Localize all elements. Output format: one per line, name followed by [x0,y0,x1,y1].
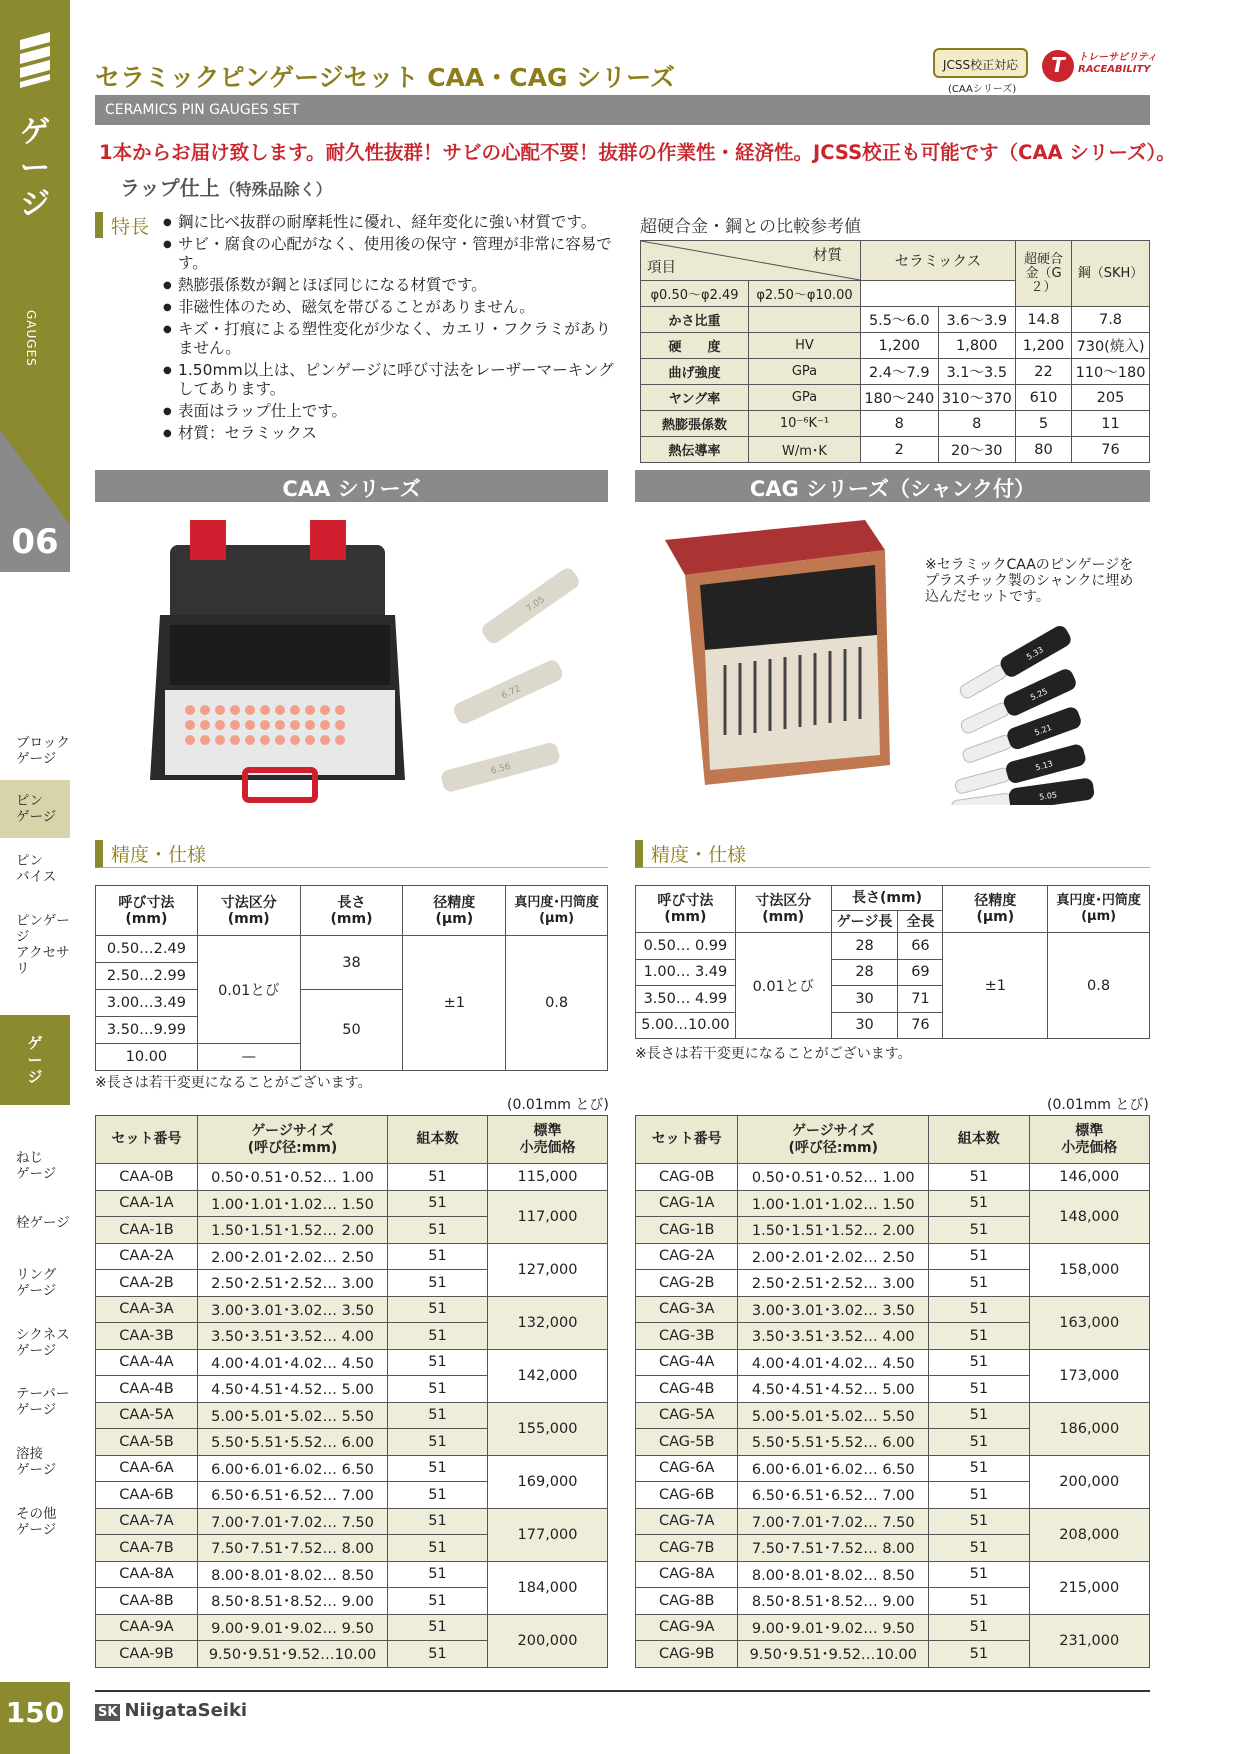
table-row: CAG-5A 5.00･5.01･5.02… 5.50 51 186,000 [636,1402,1150,1429]
price-cell: 173,000 [1029,1349,1149,1402]
svg-text:5.13: 5.13 [1034,759,1054,773]
price-cell: 115,000 [488,1164,608,1191]
sidebar-item-pin-vise[interactable]: ピン バイス [16,853,57,885]
sidebar-item-pin-accessory[interactable]: ピンゲージ アクセサリ [16,913,70,977]
cag-spec-table: 呼び寸法 (mm) 寸法区分 (mm) 長さ(mm) 径精度 (μm) 真円度･円筒度 (μm) ゲージ長 全長 0.50… 0.99 0.01とび 28 66 ±1 0.8 1.00… 3.49 28 69 3.50… 4.99 30 71 5.00…10.00 30 76 [635,885,1150,1039]
table-row: CAA-6B 6.50･6.51･6.52… 7.00 51 [96,1482,608,1509]
comparison-row: 熱伝導率 W/m･K 2 20〜30 80 76 [641,437,1150,463]
cag-spec-heading: 精度・仕様 [635,840,1150,868]
jcss-badge: JCSS校正対応 [933,48,1028,78]
table-row: CAG-7A 7.00･7.01･7.02… 7.50 51 208,000 [636,1508,1150,1535]
table-row: CAA-2A 2.00･2.01･2.02… 2.50 51 127,000 [96,1243,608,1270]
sidebar-item-ring-gauge[interactable]: リング ゲージ [16,1267,57,1299]
niigata-seiki-logo: SK NiigataSeiki [95,1700,247,1721]
price-cell: 177,000 [488,1508,608,1561]
price-cell: 146,000 [1029,1164,1149,1191]
price-cell: 127,000 [488,1243,608,1296]
table-row: CAA-8B 8.50･8.51･8.52… 9.00 51 [96,1588,608,1615]
price-cell: 155,000 [488,1402,608,1455]
comparison-row: かさ比重 5.5〜6.0 3.6〜3.9 14.8 7.8 [641,307,1150,333]
table-row: CAG-1B 1.50･1.51･1.52… 2.00 51 [636,1217,1150,1244]
table-row: CAG-5B 5.50･5.51･5.52… 6.00 51 [636,1429,1150,1456]
price-cell: 142,000 [488,1349,608,1402]
table-row: CAA-5B 5.50･5.51･5.52… 6.00 51 [96,1429,608,1456]
chapter-number: 06 [11,522,59,562]
sidebar-item-weld-gauge[interactable]: 溶接 ゲージ [16,1446,57,1478]
svg-text:5.05: 5.05 [1038,790,1058,802]
chapter-tab-corner [0,430,70,525]
sidebar-item-plug-gauge[interactable]: 栓ゲージ [16,1215,70,1231]
price-cell: 231,000 [1029,1614,1149,1667]
table-row: CAG-1A 1.00･1.01･1.02… 1.50 51 148,000 [636,1190,1150,1217]
features-list [163,213,623,446]
table-row: CAG-4B 4.50･4.51･4.52… 5.00 51 [636,1376,1150,1403]
table-row: CAG-3B 3.50･3.51･3.52… 4.00 51 [636,1323,1150,1350]
sidebar-item-other-gauge[interactable]: その他 ゲージ [16,1506,57,1538]
table-row: CAA-6A 6.00･6.01･6.02… 6.50 51 169,000 [96,1455,608,1482]
comparison-row: 曲げ強度 GPa 2.4〜7.9 3.1〜3.5 22 110〜180 [641,359,1150,385]
sidebar-item-thread-gauge[interactable]: ねじ ゲージ [16,1150,57,1182]
price-cell: 200,000 [488,1614,608,1667]
table-row: CAA-7B 7.50･7.51･7.52… 8.00 51 [96,1535,608,1562]
table-row: CAA-3B 3.50･3.51･3.52… 4.00 51 [96,1323,608,1350]
feature-item: ● 表面はラップ仕上です。 [163,402,623,421]
feature-item: ● 非磁性体のため、磁気を帯びることがありません。 [163,298,623,317]
table-row: CAA-5A 5.00･5.01･5.02… 5.50 51 155,000 [96,1402,608,1429]
cag-length-note: ※長さは若干変更になることがございます。 [635,1046,912,1062]
gauge-blocks-icon [16,32,54,88]
table-row: CAA-4A 4.00･4.01･4.02… 4.50 51 142,000 [96,1349,608,1376]
table-row: CAG-2A 2.00･2.01･2.02… 2.50 51 158,000 [636,1243,1150,1270]
table-row: CAG-7B 7.50･7.51･7.52… 8.00 51 [636,1535,1150,1562]
feature-item: ● 熱膨張係数が鋼とほぼ同じになる材質です。 [163,276,623,295]
comparison-title: 超硬合金・鋼との比較参考値 [640,217,861,237]
table-row: CAG-6B 6.50･6.51･6.52… 7.00 51 [636,1482,1150,1509]
cag-note: ※セラミックCAAのピンゲージをプラスチック製のシャンクに埋め込んだセットです。 [925,557,1134,605]
table-row: CAA-4B 4.50･4.51･4.52… 5.00 51 [96,1376,608,1403]
page-number: 150 [0,1682,70,1754]
table-row: CAA-7A 7.00･7.01･7.02… 7.50 51 177,000 [96,1508,608,1535]
caa-unit-note: (0.01mm とび) [507,1097,609,1113]
table-row: CAA-1B 1.50･1.51･1.52… 2.00 51 [96,1217,608,1244]
cag-shank-gauges-image [930,620,1150,805]
table-row: CAG-4A 4.00･4.01･4.02… 4.50 51 173,000 [636,1349,1150,1376]
table-row: CAG-9B 9.50･9.51･9.52…10.00 51 [636,1641,1150,1668]
sidebar-gauges-label: GAUGES [24,310,38,367]
table-row: CAA-1A 1.00･1.01･1.02… 1.50 51 117,000 [96,1190,608,1217]
svg-text:5.21: 5.21 [1033,722,1053,738]
page-title: セラミックピンゲージセット CAA・CAG シリーズ [95,63,675,92]
caa-price-table: セット番号 ゲージサイズ (呼び径:mm) 組本数 標準 小売価格 CAA-0B 0.50･0.51･0.52… 1.00 51 115,000 CAA-1A 1.00･1.01･1.02… 1.50 51 117,000 CAA-1B 1.50･1.51･1.52… 2.00 51 CAA-2A 2.00･2.01･2.02… 2.50 51 127,000 CAA-2B 2.50･2.51･2.52… 3.00 51 CAA-3A 3.00･3.01･3.02… 3.50 51 132,000 CAA-3B 3.50･3.51･3.52… 4.00 51 CAA-4A 4.00･4.01･4.02… 4.50 51 142,000 CAA-4B 4.50･4.51･4.52… 5.00 51 CAA-5A 5.00･5.01･5.02… 5.50 51 155,000 CAA-5B 5.50･5.51･5.52… 6.00 51 CAA-6A 6.00･6.01･6.02… 6.50 51 169,000 CAA-6B 6.50･6.51･6.52… 7.00 51 CAA-7A 7.00･7.01･7.02… 7.50 51 177,000 CAA-7B 7.50･7.51･7.52… 8.00 51 CAA-8A 8.00･8.01･8.02… 8.50 51 184,000 CAA-8B 8.50･8.51･8.52… 9.00 51 CAA-9A 9.00･9.01･9.02… 9.50 51 200,000 CAA-9B 9.50･9.51･9.52…10.00 51 [95,1115,608,1668]
price-cell: 132,000 [488,1296,608,1349]
cag-product-image [665,515,920,785]
features-heading: 特長 [95,212,153,238]
sidebar-item-thickness-gauge[interactable]: シクネス ゲージ [16,1327,70,1359]
caa-series-header: CAA シリーズ [95,470,608,502]
sidebar-item-pin-gauge[interactable]: ピン ゲージ [0,780,70,838]
svg-text:5.25: 5.25 [1029,686,1049,703]
cag-unit-note: (0.01mm とび) [1047,1097,1149,1113]
svg-text:7.05: 7.05 [524,594,547,615]
price-cell: 215,000 [1029,1561,1149,1614]
table-row: CAA-0B 0.50･0.51･0.52… 1.00 51 115,000 [96,1164,608,1191]
traceability-icon: T [1042,50,1074,82]
sidebar-item-taper-gauge[interactable]: テーパー ゲージ [16,1386,70,1418]
feature-item: ● キズ・打痕による塑性変化が少なく、カエリ・フクラミがありません。 [163,320,623,358]
jcss-badge-sub: (CAAシリーズ) [948,84,1017,95]
comparison-row: ヤング率 GPa 180〜240 310〜370 610 205 [641,385,1150,411]
price-cell: 169,000 [488,1455,608,1508]
table-row: CAG-0B 0.50･0.51･0.52… 1.00 51 146,000 [636,1164,1150,1191]
caa-length-note: ※長さは若干変更になることがございます。 [95,1075,372,1091]
svg-text:6.56: 6.56 [489,761,512,777]
footer-divider [95,1690,1150,1692]
caa-product-image [130,515,605,815]
sidebar [0,0,70,1754]
comparison-table: 材質 項目 セラミックス 超硬合金（G２） 鋼（SKH） φ0.50〜φ2.49 φ2.50〜φ10.00 かさ比重 5.5〜6.0 3.6〜3.9 14.8 7.8 硬 度 HV 1,200 1,800 1,200 730(焼入) 曲げ強度 GPa 2.4〜7.9 3.1〜3.5 22 110〜180 ヤング率 GPa 180〜240 310〜370 610 205 熱膨張係数 10⁻⁶K⁻¹ 8 8 5 11 熱伝導率 W/m･K 2 20〜30 80 76 [640,240,1150,463]
price-cell: 208,000 [1029,1508,1149,1561]
table-row: CAG-6A 6.00･6.01･6.02… 6.50 51 200,000 [636,1455,1150,1482]
sidebar-vertical-title: ゲ ー ジ [20,115,50,222]
feature-item: ● サビ・腐食の心配がなく、使用後の保守・管理が非常に容易です。 [163,235,623,273]
price-cell: 117,000 [488,1190,608,1243]
comparison-row: 硬 度 HV 1,200 1,800 1,200 730(焼入) [641,333,1150,359]
table-row: CAG-3A 3.00･3.01･3.02… 3.50 51 163,000 [636,1296,1150,1323]
table-row: CAG-8A 8.00･8.01･8.02… 8.50 51 215,000 [636,1561,1150,1588]
sidebar-item-block-gauge[interactable]: ブロック ゲージ [16,735,70,767]
sidebar-section-gauge[interactable]: ゲ ー ジ [0,1015,70,1105]
table-row: CAG-2B 2.50･2.51･2.52… 3.00 51 [636,1270,1150,1297]
table-row: CAA-2B 2.50･2.51･2.52… 3.00 51 [96,1270,608,1297]
comparison-row: 熱膨張係数 10⁻⁶K⁻¹ 8 8 5 11 [641,411,1150,437]
price-cell: 148,000 [1029,1190,1149,1243]
caa-spec-heading: 精度・仕様 [95,840,608,868]
svg-text:5.33: 5.33 [1025,645,1045,662]
price-cell: 200,000 [1029,1455,1149,1508]
table-row: CAA-3A 3.00･3.01･3.02… 3.50 51 132,000 [96,1296,608,1323]
svg-text:6.72: 6.72 [500,683,523,702]
table-row: CAA-8A 8.00･8.01･8.02… 8.50 51 184,000 [96,1561,608,1588]
feature-item: ● 材質：セラミックス [163,424,623,443]
table-row: CAG-8B 8.50･8.51･8.52… 9.00 51 [636,1588,1150,1615]
price-cell: 158,000 [1029,1243,1149,1296]
feature-item: ● 1.50mm以上は、ピンゲージに呼び寸法をレーザーマーキングしてあります。 [163,361,623,399]
table-row: CAA-9A 9.00･9.01･9.02… 9.50 51 200,000 [96,1614,608,1641]
price-cell: 186,000 [1029,1402,1149,1455]
tagline: 1本からお届け致します。耐久性抜群！サビの心配不要！抜群の作業性・経済性。JCSS校正も可能です（CAA シリーズ）。 [99,141,1176,164]
cag-series-header: CAG シリーズ（シャンク付） [635,470,1150,502]
feature-item: ● 鋼に比べ抜群の耐摩耗性に優れ、経年変化に強い材質です。 [163,213,623,232]
table-row: CAA-9B 9.50･9.51･9.52…10.00 51 [96,1641,608,1668]
page-subtitle: CERAMICS PIN GAUGES SET [95,95,1150,125]
price-cell: 184,000 [488,1561,608,1614]
table-row: CAG-9A 9.00･9.01･9.02… 9.50 51 231,000 [636,1614,1150,1641]
lap-finish: ラップ仕上（特殊品除く） [120,176,332,200]
price-cell: 163,000 [1029,1296,1149,1349]
caa-spec-table: 呼び寸法 (mm) 寸法区分 (mm) 長さ (mm) 径精度 (μm) 真円度･円筒度 (μm) 0.50…2.49 0.01とび 38 ±1 0.8 2.50…2.99 3.00…3.49 50 3.50…9.99 10.00 — [95,885,608,1071]
cag-price-table: セット番号 ゲージサイズ (呼び径:mm) 組本数 標準 小売価格 CAG-0B 0.50･0.51･0.52… 1.00 51 146,000 CAG-1A 1.00･1.01･1.02… 1.50 51 148,000 CAG-1B 1.50･1.51･1.52… 2.00 51 CAG-2A 2.00･2.01･2.02… 2.50 51 158,000 CAG-2B 2.50･2.51･2.52… 3.00 51 CAG-3A 3.00･3.01･3.02… 3.50 51 163,000 CAG-3B 3.50･3.51･3.52… 4.00 51 CAG-4A 4.00･4.01･4.02… 4.50 51 173,000 CAG-4B 4.50･4.51･4.52… 5.00 51 CAG-5A 5.00･5.01･5.02… 5.50 51 186,000 CAG-5B 5.50･5.51･5.52… 6.00 51 CAG-6A 6.00･6.01･6.02… 6.50 51 200,000 CAG-6B 6.50･6.51･6.52… 7.00 51 CAG-7A 7.00･7.01･7.02… 7.50 51 208,000 CAG-7B 7.50･7.51･7.52… 8.00 51 CAG-8A 8.00･8.01･8.02… 8.50 51 215,000 CAG-8B 8.50･8.51･8.52… 9.00 51 CAG-9A 9.00･9.01･9.02… 9.50 51 231,000 CAG-9B 9.50･9.51･9.52…10.00 51 [635,1115,1150,1668]
